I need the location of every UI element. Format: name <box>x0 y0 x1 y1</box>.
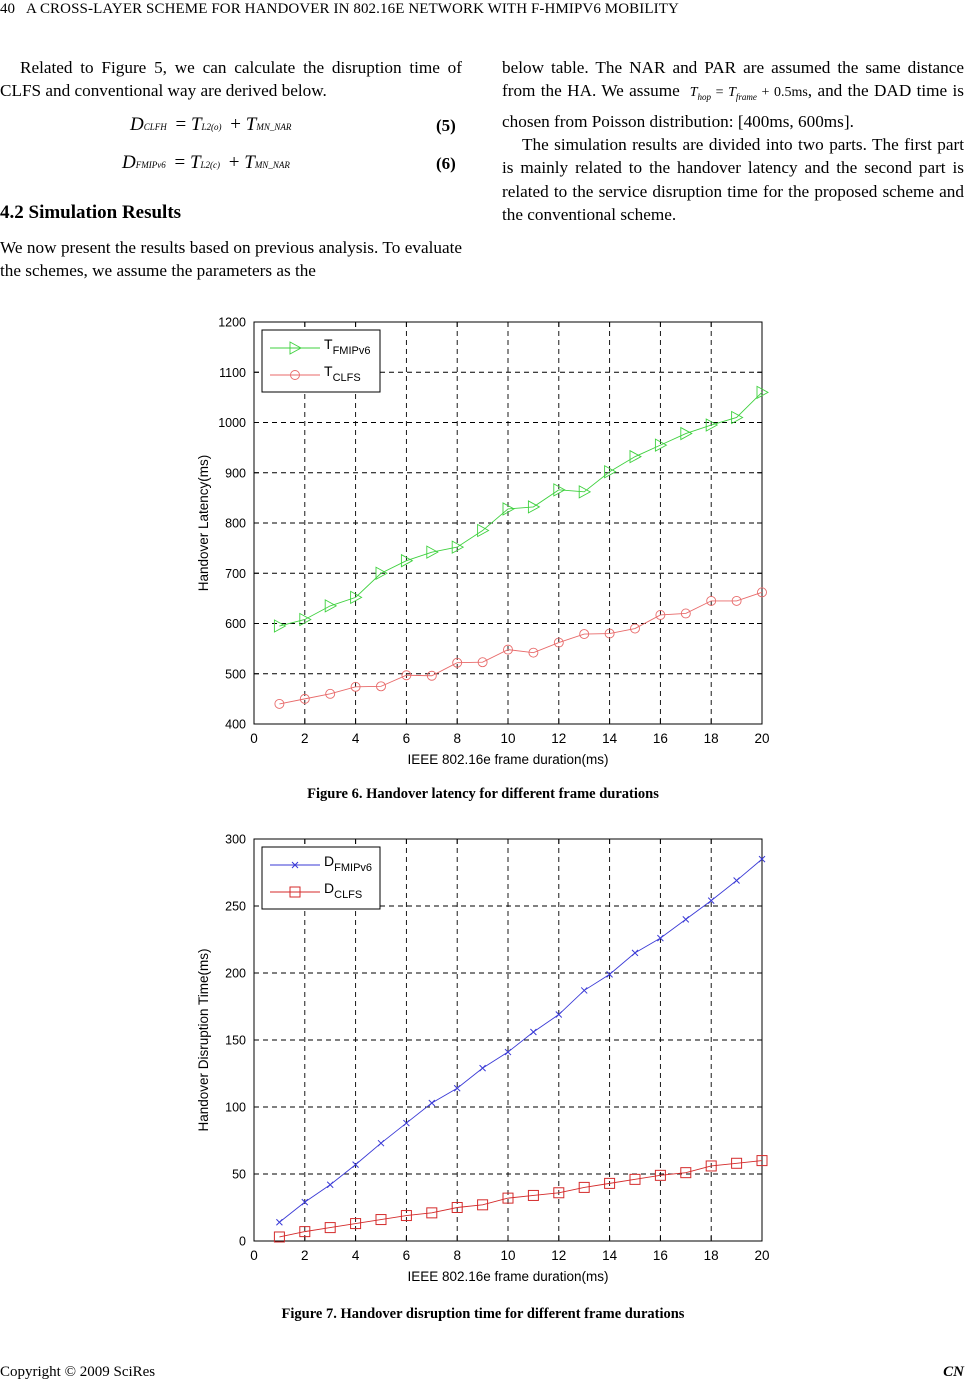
x-tick-label: 18 <box>703 731 719 746</box>
series-fmipv6 <box>274 386 768 632</box>
y-tick-label: 900 <box>225 466 246 481</box>
legend <box>262 847 380 909</box>
eq5-lhs: D <box>130 114 144 135</box>
y-tick-label: 1200 <box>218 315 246 330</box>
x-tick-label: 10 <box>500 1248 516 1263</box>
legend <box>262 330 380 392</box>
figure-6-caption: Figure 6. Handover latency for different frame durations <box>307 786 659 802</box>
y-tick-label: 700 <box>225 566 246 581</box>
figure-6-chart <box>0 300 966 780</box>
journal-abbrev: CN <box>943 1364 964 1380</box>
right-paragraph-1: below table. The NAR and PAR are assumed the same distance from the HA. We assume $T_{hop} = T_{frame} + 0.5ms$, and the DAD time is chosen from Poisson distribution: [400ms, 600ms]. <box>502 58 965 131</box>
y-tick-label: 400 <box>225 717 246 732</box>
legend-label: $D_{FMIPv6}$ <box>324 853 373 874</box>
y-tick-label: 50 <box>232 1167 246 1182</box>
series-clfs <box>275 588 767 709</box>
eq6-lhs: D <box>122 152 136 173</box>
x-tick-label: 0 <box>250 731 258 746</box>
left-column <box>0 56 462 103</box>
x-tick-label: 14 <box>602 731 618 746</box>
x-tick-label: 2 <box>301 731 309 746</box>
right-paragraph-2: The simulation results are divided into two parts. The first part is mainly related to the handover latency and the second part is related to the service disruption time for the proposed scheme and the conventional scheme. <box>502 135 964 225</box>
data-point <box>530 1029 536 1035</box>
figure-7-caption: Figure 7. Handover disruption time for different frame durations <box>281 1306 685 1322</box>
y-tick-label: 300 <box>225 832 246 847</box>
series-clfs <box>274 1156 767 1242</box>
x-tick-label: 6 <box>402 1248 411 1263</box>
x-tick-label: 0 <box>250 1248 258 1263</box>
legend-label: $T_{FMIPv6}$ <box>324 336 371 357</box>
eq5-t2-sub: MN_NAR <box>256 122 292 132</box>
series-line <box>279 592 762 704</box>
x-tick-label: 6 <box>402 731 411 746</box>
x-tick-label: 4 <box>351 1248 360 1263</box>
x-tick-label: 8 <box>453 731 461 746</box>
x-tick-label: 12 <box>551 1248 567 1263</box>
data-point <box>378 1140 384 1146</box>
section-paragraph: We now present the results based on previous analysis. To evaluate the schemes, we assume the parameters as the <box>0 238 462 281</box>
x-tick-label: 8 <box>453 1248 461 1263</box>
x-tick-label: 20 <box>754 1248 770 1263</box>
x-axis-label: IEEE 802.16e frame duration(ms) <box>407 752 609 767</box>
series-line <box>279 392 762 626</box>
y-tick-label: 150 <box>225 1033 246 1048</box>
y-tick-label: 1100 <box>219 365 246 380</box>
x-axis-label: IEEE 802.16e frame duration(ms) <box>407 1269 609 1284</box>
data-point <box>275 699 284 708</box>
x-tick-label: 2 <box>301 1248 309 1263</box>
data-point <box>276 1219 282 1225</box>
running-header <box>0 0 966 24</box>
eq5-t1-sub: L2(o) <box>201 122 222 132</box>
x-tick-label: 10 <box>500 731 516 746</box>
intro-paragraph: Related to Figure 5, we can calculate the disruption time of CLFS and conventional way are derived below. <box>0 58 462 101</box>
y-tick-label: 100 <box>225 1100 246 1115</box>
data-point <box>581 987 587 993</box>
equation-6-number: (6) <box>436 154 456 173</box>
legend-label: $D_{CLFS}$ <box>324 880 363 901</box>
equation-6: DFMIPv6 = TL2(c) + TMN_NAR <box>122 152 290 173</box>
eq6-t2-sub: MN_NAR <box>254 160 290 170</box>
data-point <box>683 916 689 922</box>
figure-7-chart <box>0 822 966 1296</box>
copyright: Copyright © 2009 SciRes <box>0 1364 156 1380</box>
series-line <box>279 1161 762 1237</box>
data-point <box>632 950 638 956</box>
equation-5-number: (5) <box>436 116 456 135</box>
series-fmipv6 <box>276 856 765 1225</box>
data-point <box>480 1065 486 1071</box>
y-tick-label: 600 <box>225 617 246 631</box>
y-tick-label: 500 <box>225 667 246 682</box>
legend-label: $T_{CLFS}$ <box>324 363 361 384</box>
inline-formula: $T_{hop} = T_{frame} + 0.5ms$ <box>685 85 808 103</box>
x-tick-label: 16 <box>652 1248 668 1263</box>
x-tick-label: 16 <box>652 731 668 746</box>
page-number: 40 <box>0 1 15 17</box>
y-tick-label: 250 <box>225 899 246 914</box>
running-title: A CROSS-LAYER SCHEME FOR HANDOVER IN 802.16E NETWORK WITH F-HMIPV6 MOBILITY <box>26 1 679 17</box>
equation-5: DCLFH = TL2(o) + TMN_NAR <box>130 114 292 135</box>
legend-box <box>262 330 380 392</box>
eq5-lhs-sub: CLFH <box>143 122 167 132</box>
y-tick-label: 200 <box>225 966 246 981</box>
section-paragraph-container <box>0 236 462 283</box>
y-axis-label: Handover Latency(ms) <box>196 454 211 592</box>
y-axis-label: Handover Disruption Time(ms) <box>196 948 211 1132</box>
x-tick-label: 18 <box>703 1248 719 1263</box>
right-column <box>502 56 964 227</box>
y-tick-label: 0 <box>239 1234 246 1249</box>
data-point <box>327 1182 333 1188</box>
y-tick-label: 1000 <box>218 416 246 430</box>
x-tick-label: 20 <box>754 731 770 746</box>
data-point <box>734 878 740 884</box>
y-tick-label: 800 <box>225 516 246 531</box>
section-heading: 4.2 Simulation Results <box>0 202 182 223</box>
eq6-lhs-sub: FMIPv6 <box>135 160 166 170</box>
legend-box <box>262 847 380 909</box>
x-tick-label: 4 <box>351 731 360 746</box>
x-tick-label: 12 <box>551 731 567 746</box>
eq6-t1-sub: L2(c) <box>200 160 221 170</box>
data-point <box>429 1100 435 1106</box>
x-tick-label: 14 <box>602 1248 618 1263</box>
